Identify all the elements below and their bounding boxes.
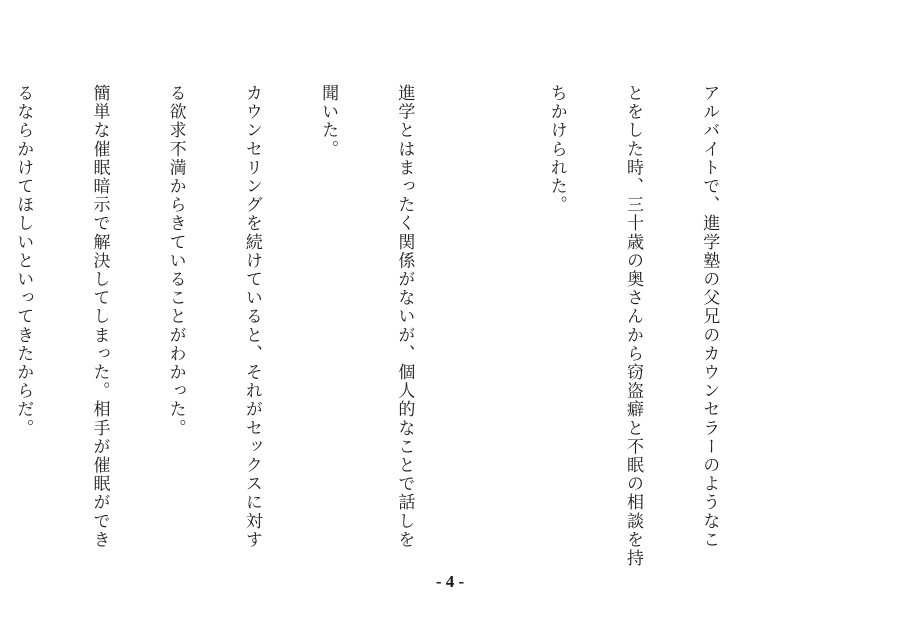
text-column-7: カウンセリングを続けていると、それがセックスに対す — [241, 84, 262, 549]
paragraph-gap — [467, 84, 492, 566]
text-column-10: るならかけてほしいといってきたからだ。 — [13, 84, 34, 438]
text-column-5: 進学とはまったく関係がないが、個人的なことで話しを — [394, 84, 415, 549]
text-column-8: る欲求不満からきていることがわかった。 — [165, 84, 186, 438]
text-column-9: 簡単な催眠暗示で解決してしまった。相手が催眠ができ — [89, 84, 110, 549]
text-column-3: ちかけられた。 — [546, 84, 567, 215]
page-number: - 4 - — [435, 572, 465, 591]
text-column-2: とをした時、三十歳の奥さんから窃盗癖と不眠の相談を持 — [622, 84, 643, 568]
text-column-6: 聞いた。 — [318, 84, 339, 159]
vertical-text-body — [0, 84, 772, 566]
text-column-1: アルバイトで、進学塾の父兄のカウンセラーのようなこ — [699, 84, 720, 549]
